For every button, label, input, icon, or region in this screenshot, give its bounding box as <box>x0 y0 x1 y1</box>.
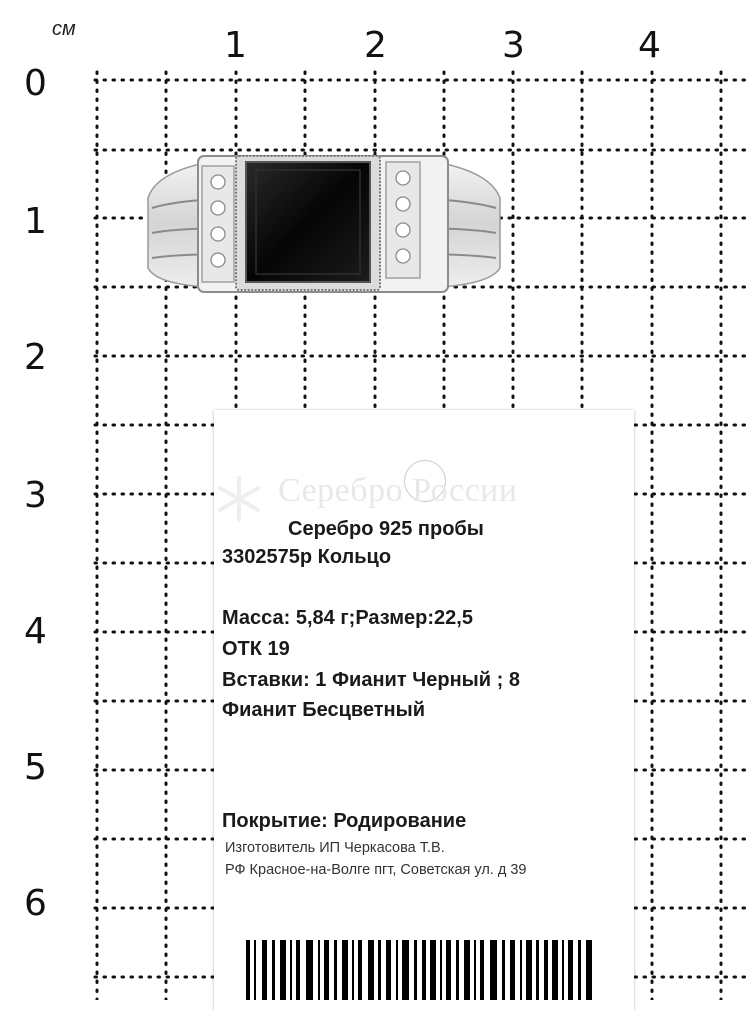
ruler-left-1: 1 <box>24 201 47 242</box>
ruler-top-3: 3 <box>502 25 525 66</box>
ring-image <box>138 148 508 308</box>
tag-line-manufacturer: Изготовитель ИП Черкасова Т.В. <box>225 840 445 856</box>
ruler-left-3: 3 <box>24 475 47 516</box>
ruler-left-5: 5 <box>24 747 47 788</box>
tag-line-inserts: Вставки: 1 Фианит Черный ; 8 <box>222 669 520 691</box>
brand-logo-text: Серебро России <box>278 472 518 509</box>
tag-line-address: РФ Красное-на-Волге пгт, Советская ул. д 39 <box>225 862 527 878</box>
ruler-top-1: 1 <box>224 25 247 66</box>
snowflake-logo-icon <box>214 474 264 524</box>
tag-line-article: 3302575р Кольцо <box>222 546 392 568</box>
ruler-top-4: 4 <box>638 25 661 66</box>
ruler-left-6: 6 <box>24 883 47 924</box>
barcode <box>240 940 620 1000</box>
ruler-top-2: 2 <box>364 25 387 66</box>
ruler-left-2: 2 <box>24 337 47 378</box>
tag-line-coating: Покрытие: Родирование <box>222 810 467 832</box>
tag-line-weight-size: Масса: 5,84 г;Размер:22,5 <box>222 607 473 629</box>
tag-line-otk: ОТК 19 <box>222 638 290 660</box>
unit-label: см <box>52 18 76 40</box>
tag-line-inserts-cont: Фианит Бесцветный <box>222 699 426 721</box>
ruler-left-0: 0 <box>24 63 47 104</box>
tag-line-metal: Серебро 925 пробы <box>288 518 484 540</box>
ruler-left-4: 4 <box>24 611 47 652</box>
